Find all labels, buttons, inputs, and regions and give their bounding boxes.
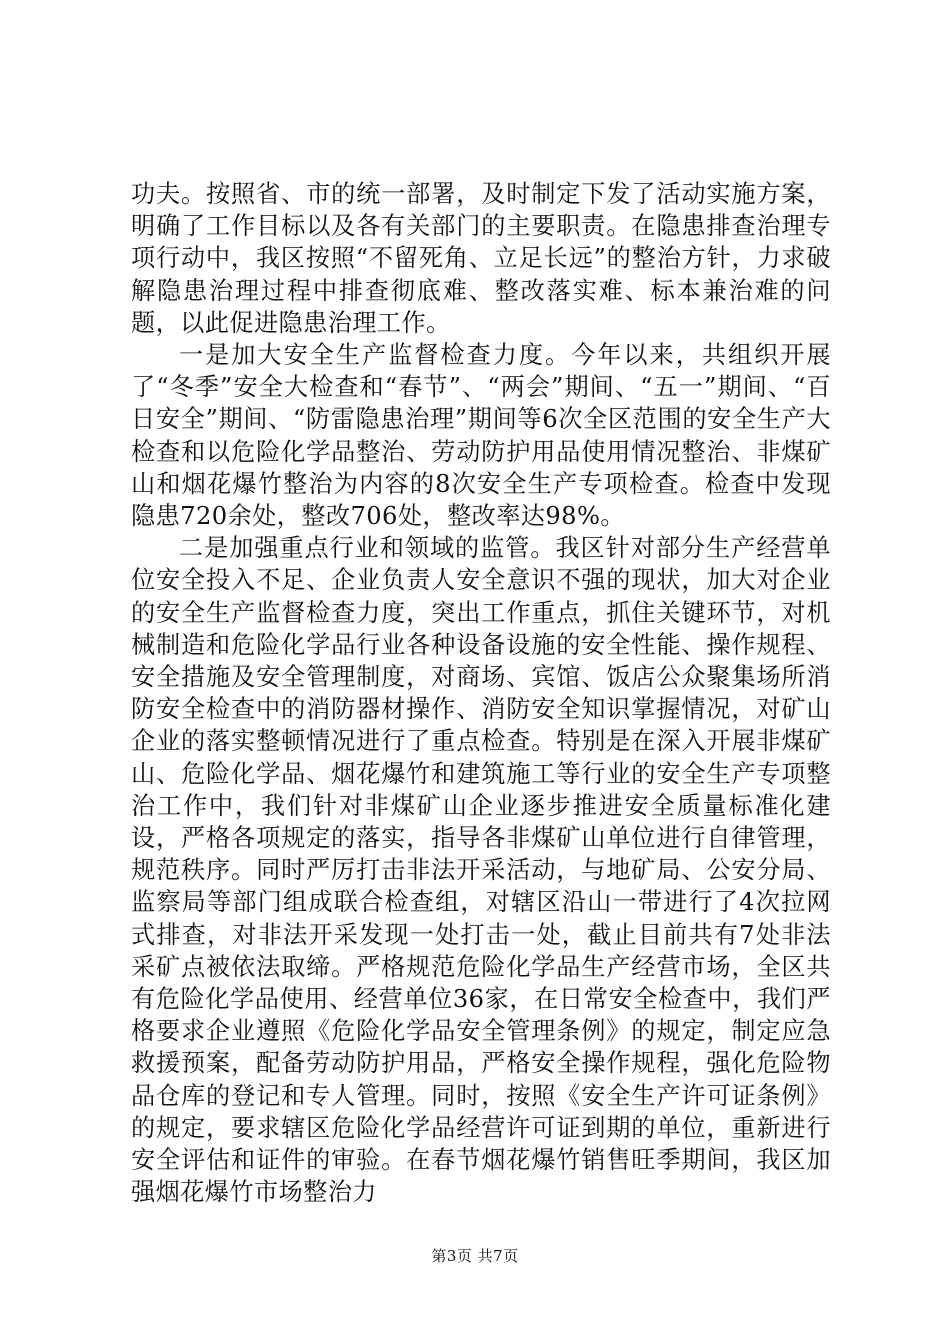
document-body — [131, 178, 831, 1209]
paragraph-key-industries: 二是加强重点行业和领域的监管。我区针对部分生产经营单位安全投入不足、企业负责人安全意识不强的现状，加大对企业的安全生产监督检查力度，突出工作重点，抓住关键环节，对机械制造和危险化学品行业各种设备设施的安全性能、操作规程、安全措施及安全管理制度，对商场、宾馆、饭店公众聚集场所消防安全检查中的消防器材操作、消防安全知识掌握情况，对矿山企业的落实整顿情况进行了重点检查。特别是在深入开展非煤矿山、危险化学品、烟花爆竹和建筑施工等行业的安全生产专项整治工作中，我们针对非煤矿山企业逐步推进安全质量标准化建设，严格各项规定的落实，指导各非煤矿山单位进行自律管理，规范秩序。同时严厉打击非法开采活动，与地矿局、公安分局、监察局等部门组成联合检查组，对辖区沿山一带进行了4次拉网式排查，对非法开采发现一处打击一处，截止目前共有7处非法采矿点被依法取缔。严格规范危险化学品生产经营市场，全区共有危险化学品使用、经营单位36家，在日常安全检查中，我们严格要求企业遵照《危险化学品安全管理条例》的规定，制定应急救援预案，配备劳动防护用品，严格安全操作规程，强化危险物品仓库的登记和专人管理。同时，按照《安全生产许可证条例》的规定，要求辖区危险化学品经营许可证到期的单位，重新进行安全评估和证件的审验。在春节烟花爆竹销售旺季期间，我区加强烟花爆竹市场整治力 — [131, 534, 831, 1207]
paragraph-continuation: 功夫。按照省、市的统一部署，及时制定下发了活动实施方案，明确了工作目标以及各有关部门的主要职责。在隐患排查治理专项行动中，我区按照“不留死角、立足长远”的整治方针，力求破解隐患治理过程中排查彻底难、整改落实难、标本兼治难的问题，以此促进隐患治理工作。 — [131, 180, 831, 337]
page-footer: 第3页 共7页 — [431, 1247, 519, 1265]
paragraph-supervision-inspection: 一是加大安全生产监督检查力度。今年以来，共组织开展了“冬季”安全大检查和“春节”、“两会”期间、“五一”期间、“百日安全”期间、“防雷隐患治理”期间等6次全区范围的安全生产大检查和以危险化学品整治、劳动防护用品使用情况整治、非煤矿山和烟花爆竹整治为内容的8次安全生产专项检查。检查中发现隐患720余处，整改706处，整改率达98%。 — [131, 341, 831, 531]
